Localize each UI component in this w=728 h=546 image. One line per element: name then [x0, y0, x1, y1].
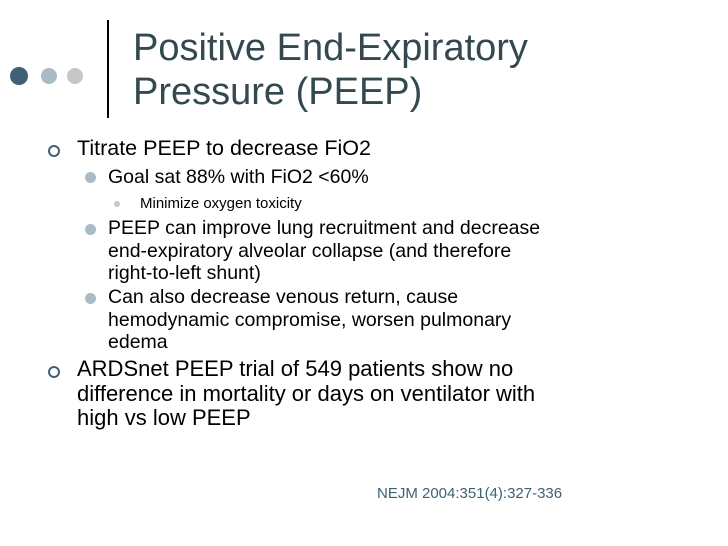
bullet-text-line-3: right-to-left shunt)	[108, 262, 261, 284]
bullet-text-line-1: ARDSnet PEEP trial of 549 patients show no	[77, 356, 514, 381]
level-2-bullet-icon	[85, 293, 96, 304]
level-2-bullet-icon	[85, 172, 96, 183]
dark-teal-dot-icon	[10, 67, 28, 85]
decorative-dots	[10, 67, 100, 84]
level-1-bullet-icon	[48, 366, 60, 378]
bullet-text-line-1: PEEP can improve lung recruitment and decrease	[108, 217, 541, 239]
bullet-text-line-1: Can also decrease venous return, cause	[108, 286, 459, 308]
level-1-bullet-icon	[48, 145, 60, 157]
title-divider	[107, 20, 109, 118]
bullet-text-line-3: edema	[108, 331, 168, 353]
bullet-text-line-2: hemodynamic compromise, worsen pulmonary	[108, 309, 512, 331]
bullet-text-line-2: difference in mortality or days on ventilator with	[77, 381, 536, 406]
slide-title-line-2: Pressure (PEEP)	[133, 71, 423, 113]
level-2-bullet-icon	[85, 224, 96, 235]
slide-title-line-1: Positive End-Expiratory	[133, 27, 528, 69]
bullet-text: Minimize oxygen toxicity	[140, 195, 302, 212]
light-blue-dot-icon	[41, 68, 57, 84]
bullet-text-line-2: end-expiratory alveolar collapse (and therefore	[108, 240, 512, 262]
level-3-bullet-icon	[114, 201, 120, 207]
bullet-text-line-3: high vs low PEEP	[77, 405, 251, 430]
gray-dot-icon	[67, 68, 83, 84]
bullet-text: Titrate PEEP to decrease FiO2	[77, 136, 371, 160]
slide-title	[133, 26, 713, 114]
bullet-text: Goal sat 88% with FiO2 <60%	[108, 166, 369, 188]
citation-text: NEJM 2004:351(4):327-336	[377, 485, 563, 502]
